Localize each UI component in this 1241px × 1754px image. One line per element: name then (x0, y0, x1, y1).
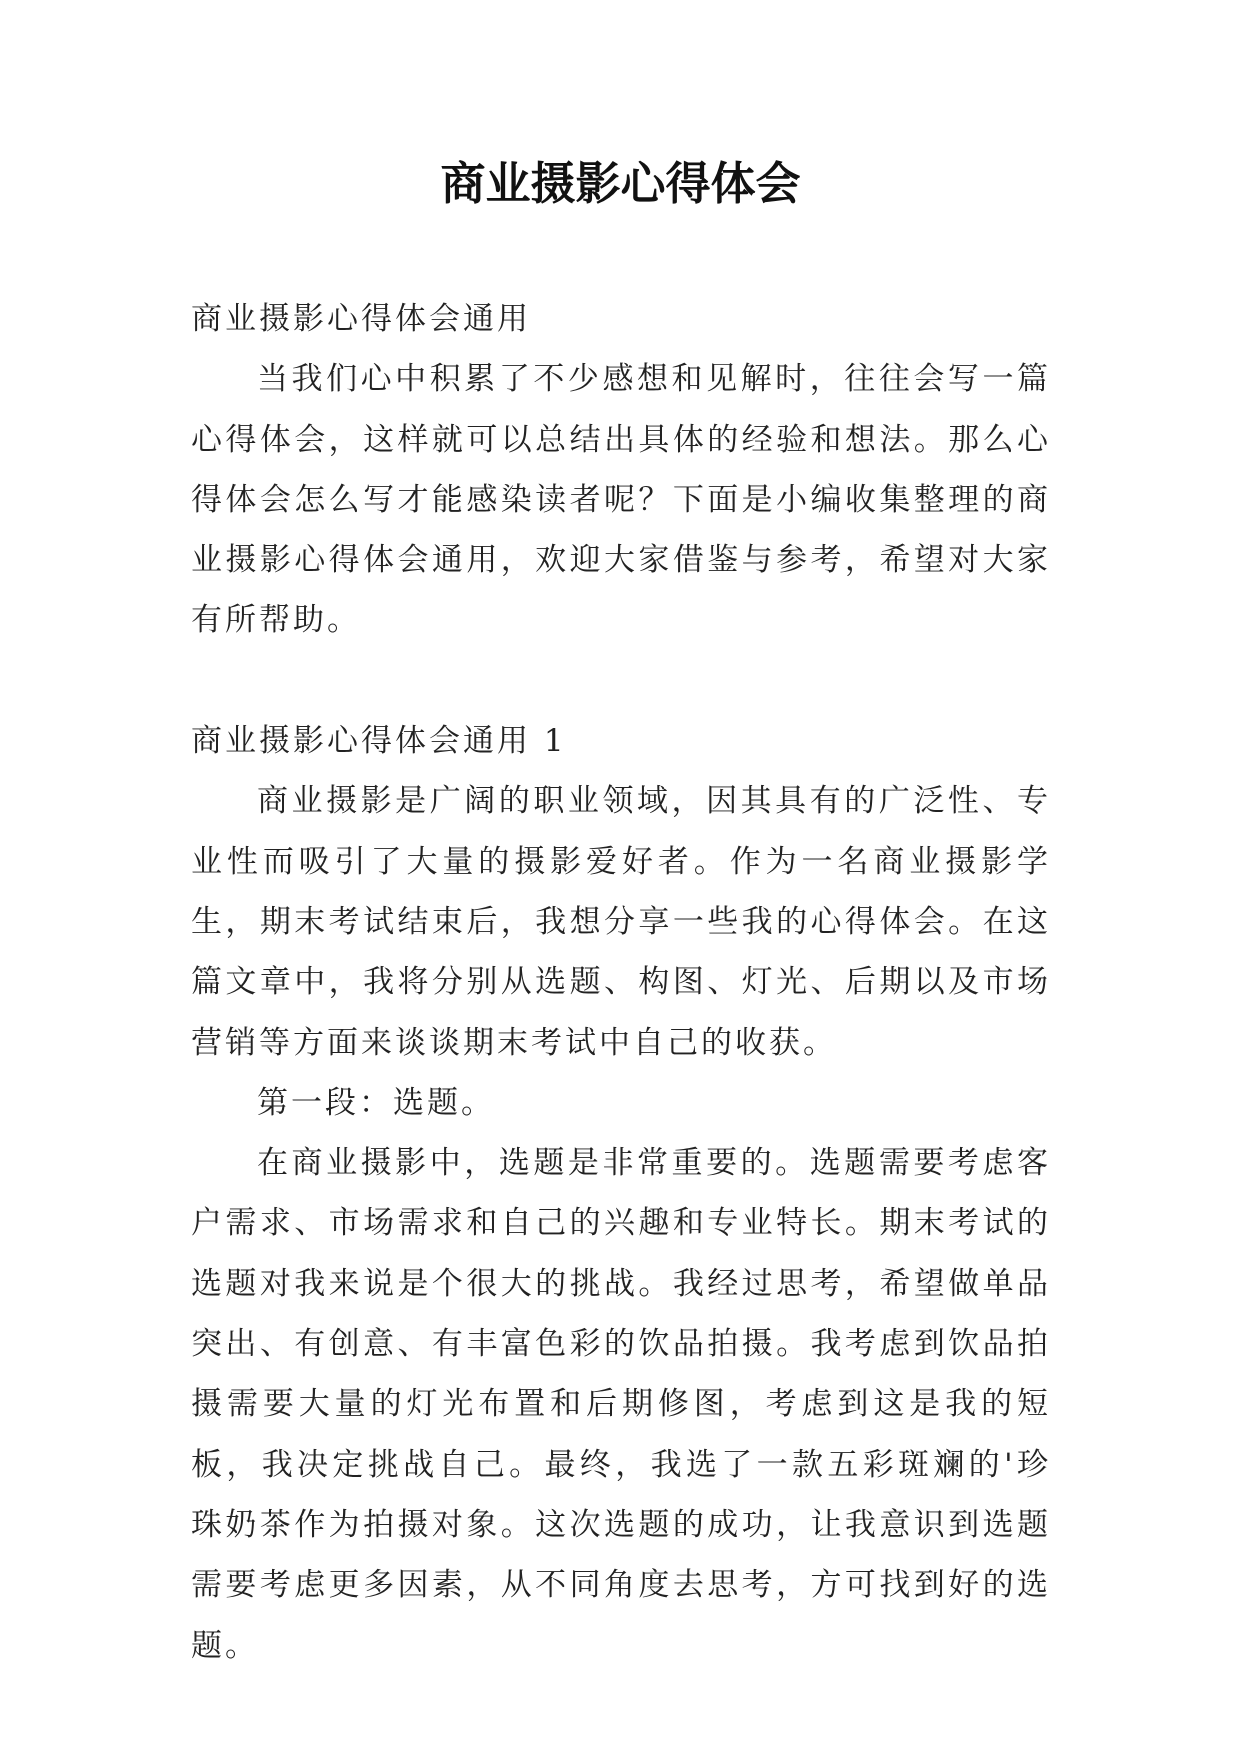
section-1-paragraph-3: 在商业摄影中，选题是非常重要的。选题需要考虑客户需求、市场需求和自己的兴趣和专业特长。期末考试的选题对我来说是个很大的挑战。我经过思考，希望做单品突出、有创意、有丰富色彩的饮品拍摄。我考虑到饮品拍摄需要大量的灯光布置和后期修图，考虑到这是我的短板，我决定挑战自己。最终，我选了一款五彩斑斓的'珍珠奶茶作为拍摄对象。这次选题的成功，让我意识到选题需要考虑更多因素，从不同角度去思考，方可找到好的选题。 (191, 1145, 1051, 1664)
section-spacer (191, 651, 1051, 711)
section-1-heading: 商业摄影心得体会通用 1 (191, 723, 567, 760)
document-body (191, 289, 1051, 1676)
section-1-paragraph-1: 商业摄影是广阔的职业领域，因其具有的广泛性、专业性而吸引了大量的摄影爱好者。作为一名商业摄影学生，期末考试结束后，我想分享一些我的心得体会。在这篇文章中，我将分别从选题、构图、灯光、后期以及市场营销等方面来谈谈期末考试中自己的收获。 (191, 783, 1051, 1061)
document-title: 商业摄影心得体会 (440, 157, 801, 210)
intro-heading: 商业摄影心得体会通用 (191, 301, 531, 337)
intro-paragraph: 当我们心中积累了不少感想和见解时，往往会写一篇心得体会，这样就可以总结出具体的经验和想法。那么心得体会怎么写才能感染读者呢？下面是小编收集整理的商业摄影心得体会通用，欢迎大家借鉴与参考，希望对大家有所帮助。 (191, 361, 1051, 639)
section-1-paragraph-2: 第一段：选题。 (257, 1084, 495, 1121)
